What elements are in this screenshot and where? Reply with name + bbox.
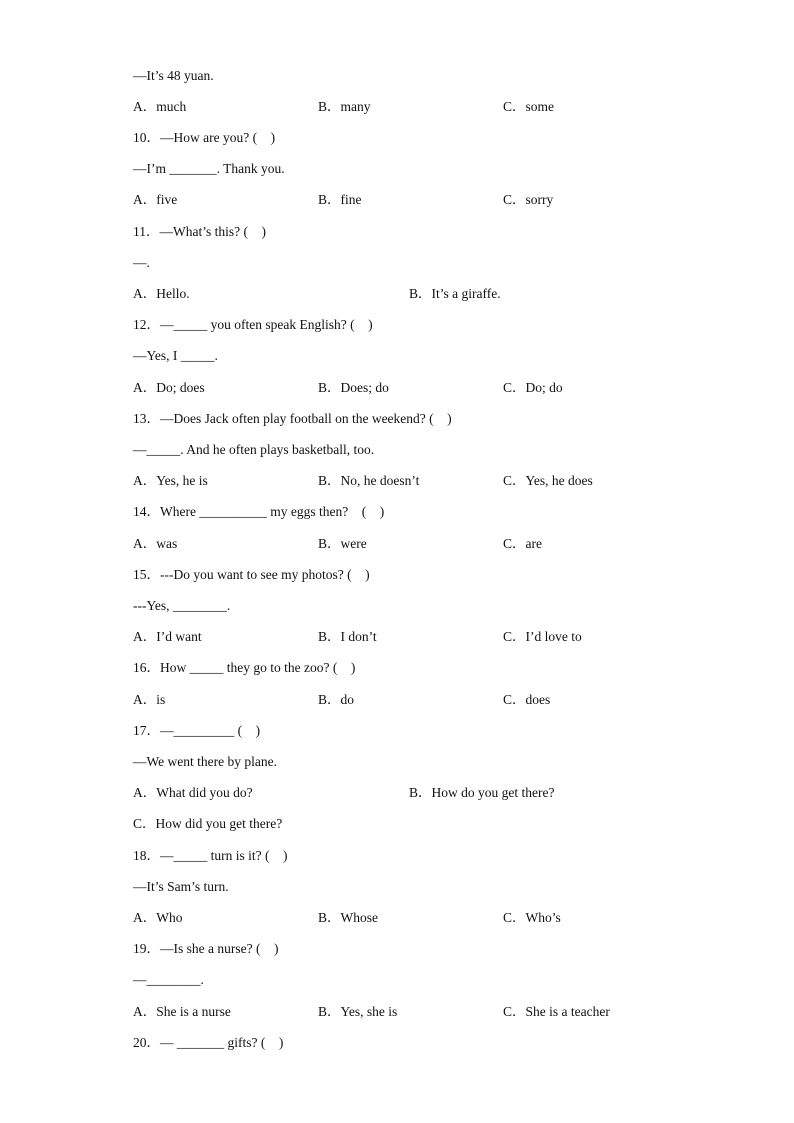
option-c: C．sorry xyxy=(503,192,554,207)
option-a: A．Hello. xyxy=(133,286,190,301)
option-c: C．I’d love to xyxy=(503,629,582,644)
option-c: C．Who’s xyxy=(503,910,561,925)
option-a: A．Yes, he is xyxy=(133,473,208,488)
answer-text: —It’s 48 yuan. xyxy=(133,68,214,83)
option-a: A．five xyxy=(133,192,178,207)
option-b: B．fine xyxy=(318,192,362,207)
option-b: B．No, he doesn’t xyxy=(318,473,420,488)
question-16: 16．How _____ they go to the zoo? ( ) xyxy=(133,660,356,675)
option-c: C．some xyxy=(503,99,555,114)
option-b: B．How do you get there? xyxy=(409,785,555,800)
question-14: 14．Where __________ my eggs then? ( ) xyxy=(133,504,385,519)
option-a: A．was xyxy=(133,536,178,551)
option-b: B．I don’t xyxy=(318,629,377,644)
dialogue-line: —________. xyxy=(133,972,204,987)
option-b: B．Whose xyxy=(318,910,378,925)
option-c: C．Do; do xyxy=(503,380,563,395)
dialogue-line: —_____. And he often plays basketball, too. xyxy=(133,442,375,457)
option-a: A．I’d want xyxy=(133,629,202,644)
question-10: 10．—How are you? ( ) xyxy=(133,130,276,145)
dialogue-line: —I’m _______. Thank you. xyxy=(133,161,285,176)
option-b: B．were xyxy=(318,536,367,551)
question-19: 19．—Is she a nurse? ( ) xyxy=(133,941,279,956)
option-b: B．Yes, she is xyxy=(318,1004,398,1019)
option-b: B．do xyxy=(318,692,355,707)
question-20: 20．— _______ gifts? ( ) xyxy=(133,1035,284,1050)
option-c: C．does xyxy=(503,692,551,707)
option-a: A．much xyxy=(133,99,187,114)
option-b: B．It’s a giraffe. xyxy=(409,286,501,301)
option-c: C．How did you get there? xyxy=(133,816,283,831)
option-a: A．What did you do? xyxy=(133,785,253,800)
option-b: B．Does; do xyxy=(318,380,389,395)
option-c: C．Yes, he does xyxy=(503,473,593,488)
option-b: B．many xyxy=(318,99,371,114)
question-12: 12．—_____ you often speak English? ( ) xyxy=(133,317,373,332)
dialogue-line: —Yes, I _____. xyxy=(133,348,218,363)
option-c: C．are xyxy=(503,536,542,551)
option-a: A．Who xyxy=(133,910,183,925)
question-18: 18．—_____ turn is it? ( ) xyxy=(133,848,288,863)
question-13: 13．—Does Jack often play football on the weekend? ( ) xyxy=(133,411,452,426)
dialogue-line: —We went there by plane. xyxy=(133,754,277,769)
question-11: 11．—What’s this? ( ) xyxy=(133,224,266,239)
question-17: 17．—_________ ( ) xyxy=(133,723,261,738)
dialogue-line: —It’s Sam’s turn. xyxy=(133,879,229,894)
question-15: 15．---Do you want to see my photos? ( ) xyxy=(133,567,370,582)
option-c: C．She is a teacher xyxy=(503,1004,610,1019)
dialogue-line: ---Yes, ________. xyxy=(133,598,231,613)
option-a: A．is xyxy=(133,692,166,707)
option-a: A．Do; does xyxy=(133,380,205,395)
option-a: A．She is a nurse xyxy=(133,1004,231,1019)
dialogue-line: —. xyxy=(133,255,150,270)
